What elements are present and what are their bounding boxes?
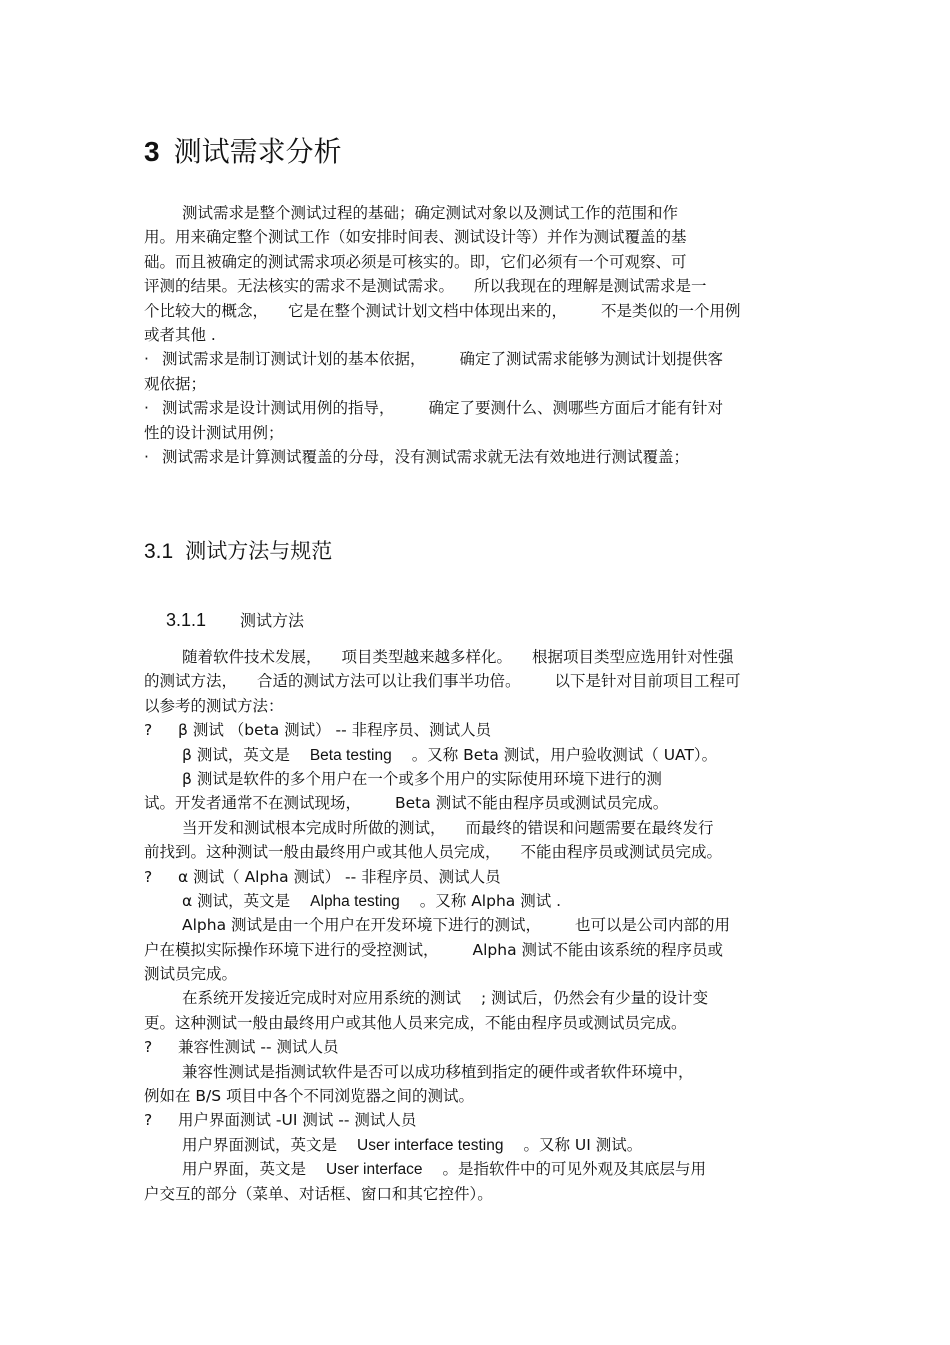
paragraph-line: 例如在 B/S 项目中各个不同浏览器之间的测试。	[144, 1087, 475, 1106]
text-run: 测试需求是制订测试计划的基本依据，	[162, 350, 426, 369]
paragraph-line: 础。而且被确定的测试需求项必须是可核实的。即，它们必须有一个可观察、可	[144, 252, 687, 271]
text-run: 确定了测试需求能够为测试计划提供客	[459, 350, 724, 369]
paragraph-line: 兼容性测试是指测试软件是否可以成功移植到指定的硬件或者软件环境中，	[182, 1062, 694, 1081]
section-heading	[144, 132, 342, 172]
list-marker: ?	[144, 1111, 153, 1130]
text-run: 当开发和测试根本完成时所做的测试，	[182, 818, 446, 837]
section-intro	[144, 201, 804, 469]
text-run: User interface	[326, 1161, 423, 1179]
bullet-item	[144, 396, 804, 420]
text-run: User interface testing	[357, 1136, 504, 1154]
bullet-continuation: 观依据；	[144, 374, 207, 393]
text-run: Beta 测试不能由程序员或测试员完成。	[395, 794, 669, 813]
paragraph-line	[144, 889, 804, 913]
text-run: 随着软件技术发展，	[182, 648, 322, 666]
text-run: 不能由程序员或测试员完成。	[520, 843, 723, 862]
subsubsection-number: 3.1.1	[166, 610, 207, 630]
paragraph-line	[144, 669, 804, 693]
text-run: 以下是针对目前项目工程可	[554, 672, 741, 691]
method-heading-beta	[144, 718, 804, 742]
text-run: 个比较大的概念，	[144, 301, 269, 320]
subsubsection-title: 测试方法	[240, 611, 305, 630]
text-run: 前找到。这种测试一般由最终用户或其他人员完成，	[144, 843, 501, 862]
text-run: ; 测试后，仍然会有少量的设计变	[481, 989, 709, 1008]
paragraph-line	[144, 840, 804, 864]
text-run: 试。开发者通常不在测试现场，	[144, 794, 362, 813]
method-heading-alpha	[144, 865, 804, 889]
text-run: Beta testing	[309, 746, 392, 764]
text-run: 也可以是公司内部的用	[575, 916, 731, 935]
text-run: 评测的结果。无法核实的需求不是测试需求。	[144, 277, 455, 296]
text-run: 测试需求是计算测试覆盖的分母，没有测试需求就无法有效地进行测试覆盖；	[162, 447, 690, 466]
text-run: 项目类型越来越多样化。	[341, 648, 513, 666]
text-run: 兼容性测试 -- 测试人员	[178, 1038, 339, 1057]
paragraph-line	[144, 1133, 804, 1157]
paragraph-line: β 测试是软件的多个用户在一个或多个用户的实际使用环境下进行的测	[182, 769, 662, 788]
method-heading-compat	[144, 1035, 804, 1059]
paragraph-line: 测试需求是整个测试过程的基础；确定测试对象以及测试工作的范围和作	[182, 204, 679, 222]
paragraph-line: 以参考的测试方法：	[144, 696, 284, 715]
section-title: 测试需求分析	[173, 135, 342, 168]
text-run: 用户界面，英文是	[182, 1160, 307, 1179]
bullet-marker: ·	[144, 447, 149, 466]
text-run: 根据项目类型应选用针对性强	[532, 648, 734, 666]
text-run: 不是类似的一个用例	[601, 301, 741, 320]
text-run: 。又称 Beta 测试，用户验收测试（ UAT）。	[411, 745, 718, 764]
subsection-heading	[144, 536, 332, 567]
paragraph-line	[144, 299, 804, 323]
paragraph-line	[144, 645, 804, 669]
text-run: Alpha 测试不能由该系统的程序员或	[472, 940, 724, 959]
text-run: 合适的测试方法可以让我们事半功倍。	[257, 672, 521, 691]
text-run: 所以我现在的理解是测试需求是一	[474, 277, 707, 296]
subsubsection-heading	[166, 606, 304, 635]
paragraph-line	[144, 743, 804, 767]
text-run: Alpha 测试是由一个用户在开发环境下进行的测试，	[182, 916, 541, 935]
subsection-number: 3.1	[144, 540, 174, 563]
bullet-item	[144, 347, 804, 371]
methods-body	[144, 645, 804, 1206]
paragraph-line	[144, 816, 804, 840]
text-run: 用户界面测试，英文是	[182, 1135, 338, 1154]
text-run: 户在模拟实际操作环境下进行的受控测试，	[144, 940, 439, 959]
bullet-continuation: 性的设计测试用例；	[144, 423, 284, 442]
paragraph-line	[144, 913, 804, 937]
paragraph-line	[144, 791, 804, 815]
paragraph-line	[144, 986, 804, 1010]
paragraph-line: 更。这种测试一般由最终用户或其他人员来完成，不能由程序员或测试员完成。	[144, 1013, 687, 1032]
bullet-marker: ·	[144, 399, 149, 418]
text-run: 确定了要测什么、测哪些方面后才能有针对	[428, 399, 724, 418]
text-run: α 测试，英文是	[182, 891, 291, 910]
text-run: 在系统开发接近完成时对应用系统的测试	[182, 989, 462, 1008]
list-marker: ?	[144, 721, 153, 740]
text-run: 用户界面测试 -UI 测试 -- 测试人员	[178, 1111, 417, 1130]
text-run: 。是指软件中的可见外观及其底层与用	[442, 1160, 707, 1179]
bullet-item	[144, 445, 804, 469]
text-run: 而最终的错误和问题需要在最终发行	[465, 818, 714, 837]
paragraph-line: 户交互的部分（菜单、对话框、窗口和其它控件）。	[144, 1184, 493, 1203]
text-run: 测试需求是设计测试用例的指导，	[162, 399, 395, 418]
text-run: 它是在整个测试计划文档中体现出来的，	[288, 301, 568, 320]
paragraph-line: 或者其他 .	[144, 325, 216, 344]
text-run: 的测试方法，	[144, 672, 238, 691]
text-run: α 测试（ Alpha 测试） -- 非程序员、测试人员	[178, 867, 501, 886]
paragraph-line	[144, 274, 804, 298]
text-run: 。又称 Alpha 测试 .	[419, 891, 562, 910]
paragraph-line: 测试员完成。	[144, 965, 238, 984]
paragraph-line: 用。用来确定整个测试工作（如安排时间表、测试设计等）并作为测试覆盖的基	[144, 228, 687, 247]
text-run: β 测试 （beta 测试） -- 非程序员、测试人员	[178, 721, 492, 740]
list-marker: ?	[144, 867, 153, 886]
paragraph-line	[144, 938, 804, 962]
subsection-title: 测试方法与规范	[185, 539, 333, 563]
text-run: 。又称 UI 测试。	[523, 1135, 643, 1154]
method-heading-ui	[144, 1108, 804, 1132]
bullet-marker: ·	[144, 350, 149, 369]
list-marker: ?	[144, 1038, 153, 1057]
section-number: 3	[144, 136, 160, 167]
paragraph-line	[144, 1157, 804, 1181]
text-run: β 测试，英文是	[182, 745, 290, 764]
text-run: Alpha testing	[310, 892, 400, 910]
